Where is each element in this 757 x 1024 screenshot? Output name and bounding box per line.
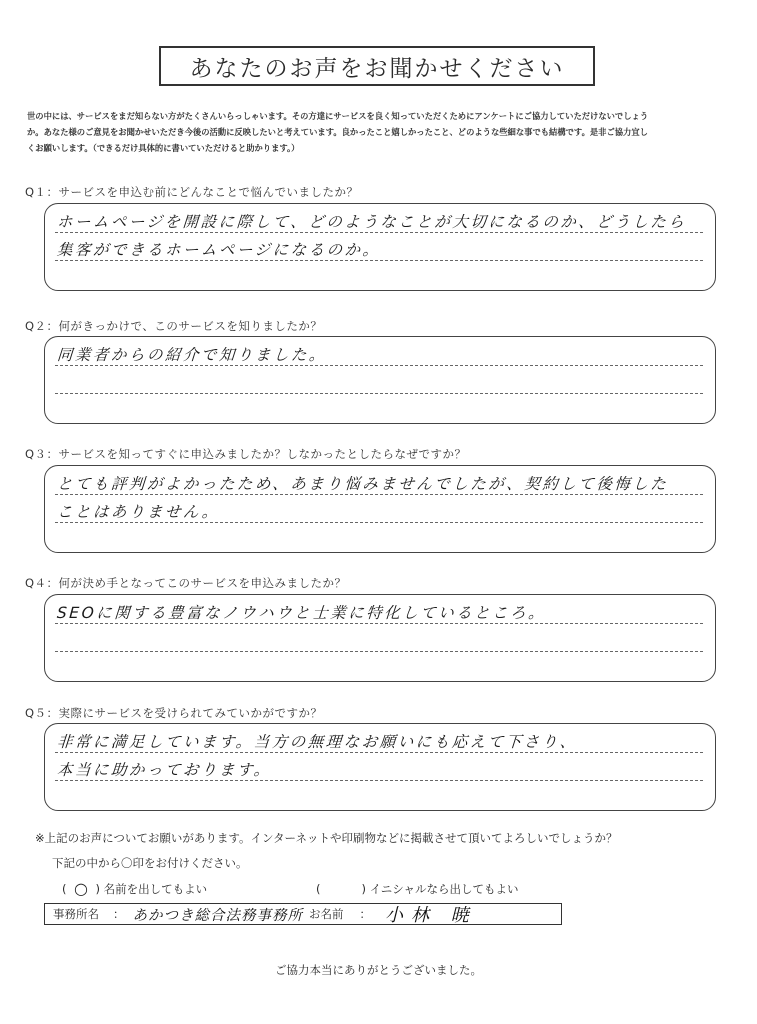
question-2-answer-box[interactable] [44, 336, 716, 424]
office-name-row: 事務所名 ： あかつき総合法務事務所 お名前 ： 小林 暁 [44, 903, 562, 925]
thanks-message: ご協力本当にありがとうございました。 [275, 963, 482, 977]
answer-line-1: SEOに関する豊富なノウハウと士業に特化しているところ。 [56, 604, 547, 622]
answer-line-2: 集客ができるホームページになるのか。 [56, 241, 382, 259]
intro-line: 世の中には、サービスをまだ知らない方がたくさんいらっしゃいます。その方達にサービスを良く知っていただくためにアンケートにご協力していただけないでしょう [27, 111, 649, 121]
answer-rule [55, 232, 703, 233]
answer-line-1: 非常に満足しています。当方の無理なお願いにも応えて下さり、 [56, 733, 579, 751]
circle-mark-icon: ○ [74, 879, 88, 898]
question-5-label: Q５：実際にサービスを受けられてみていかがですか？ [25, 706, 323, 720]
option-checkbox[interactable]: ( ) [316, 882, 366, 896]
answer-rule [55, 752, 703, 753]
question-3-answer-box[interactable] [44, 465, 716, 553]
office-label: 事務所名 [53, 907, 99, 921]
question-1-label: Q１：サービスを申込む前にどんなことで悩んでいましたか？ [25, 185, 359, 199]
intro-line: か。あなた様のご意見をお聞かせいただき今後の活動に反映したいと考えています。良かったこと嬉しかったこと、どのような些細な事でも結構です。是非ご協力宜し [27, 127, 648, 137]
answer-rule [55, 260, 703, 261]
permission-note: ※上記のお声についてお願いがあります。インターネットや印刷物などに掲載させて頂いてよろしいでしょうか？ [35, 831, 618, 845]
answer-line-1: 同業者からの紹介で知りました。 [56, 346, 328, 364]
intro-text [27, 108, 737, 156]
question-2-label: Q２：何がきっかけで、このサービスを知りましたか？ [25, 319, 323, 333]
question-3-label: Q３：サービスを知ってすぐに申込みましたか？しなかったとしたらなぜですか？ [25, 447, 467, 461]
option-checkbox[interactable]: ( ○ ) [62, 879, 100, 898]
name-field[interactable]: 小林 暁 [385, 905, 477, 926]
intro-line: くお願いします。（できるだけ具体的に書いていただけると助かります。） [27, 143, 300, 153]
question-4-answer-box[interactable] [44, 594, 716, 682]
answer-rule [55, 623, 703, 624]
option-label: イニシャルなら出してもよい [369, 882, 519, 896]
answer-rule [55, 494, 703, 495]
name-label: お名前 [309, 907, 344, 921]
answer-line-2: 本当に助かっております。 [56, 761, 273, 779]
question-1-answer-box[interactable] [44, 203, 716, 291]
option-name-ok[interactable] [62, 881, 207, 897]
answer-line-2: ことはありません。 [56, 503, 221, 521]
answer-rule [55, 393, 703, 394]
question-4-label: Q４：何が決め手となってこのサービスを申込みましたか？ [25, 576, 347, 590]
form-title: あなたのお声をお聞かせください [159, 46, 595, 86]
question-5-answer-box[interactable] [44, 723, 716, 811]
answer-rule [55, 651, 703, 652]
permission-instruction: 下記の中から〇印をお付けください。 [52, 856, 248, 870]
option-label: 名前を出してもよい [103, 882, 208, 896]
option-initials-ok[interactable] [316, 881, 518, 897]
office-field[interactable]: あかつき総合法務事務所 [132, 907, 303, 924]
answer-rule [55, 522, 703, 523]
answer-rule [55, 365, 703, 366]
answer-line-1: とても評判がよかったため、あまり悩みませんでしたが、契約して後悔した [56, 475, 669, 493]
answer-line-1: ホームページを開設に際して、どのようなことが大切になるのか、どうしたら [56, 213, 687, 231]
answer-rule [55, 780, 703, 781]
